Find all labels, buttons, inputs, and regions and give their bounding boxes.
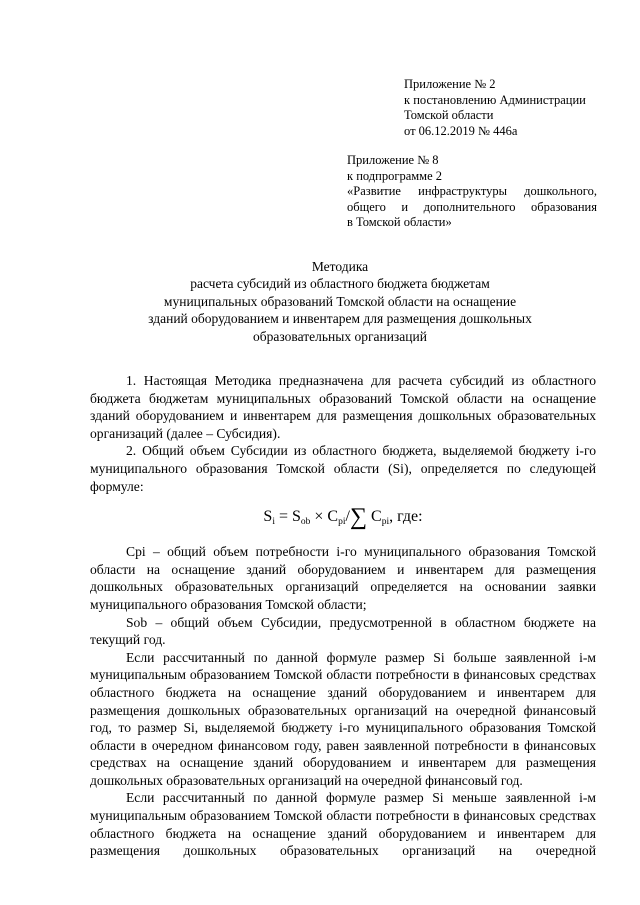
title-line: Методика — [311, 259, 369, 274]
formula-subscript: pi — [381, 517, 390, 528]
formula-part: , где: — [389, 508, 423, 526]
paragraph: Sob – общий объем Субсидии, предусмотренной в областном бюджете на текущий год. — [90, 614, 596, 648]
annex-line: Приложение № 2 — [404, 77, 496, 91]
document-title — [120, 258, 560, 345]
annex-line: «Развитие инфраструктуры дошкольного, — [347, 184, 597, 199]
formula-subscript: i — [272, 517, 275, 528]
paragraph: 1. Настоящая Методика предназначена для расчета субсидий из областного бюджета бюджетам муниципальных образований Томской области на оснащение зданий оборудованием и инвентарем для размещения дошкольных образовательных организаций (далее – Субсидия). — [90, 373, 596, 441]
paragraph: Если рассчитанный по данной формуле размер Si больше заявленной i-м муниципальным образованием Томской области потребности в финансовых средствах областного бюджета на оснащение зданий оборудованием и инвентарем для размещения дошкольных образовательных организаций на очередной финансовый год, то размер Si, выделяемой бюджету i-го муниципального образования Томской области в очередном финансовом году, равен заявленной потребности в финансовых средствах на оснащение зданий оборудованием и инвентарем для размещения дошкольных образовательных организаций на очередной финансовый год. — [90, 649, 596, 788]
title-line: расчета субсидий из областного бюджета бюджетам — [190, 276, 490, 292]
paragraph: Cpi – общий объем потребности i-го муниципального образования Томской области на оснащение зданий оборудованием и инвентарем для размещения дошкольных образовательных организаций определяется на основании заявки муниципального образования Томской области; — [90, 544, 596, 612]
annex-line: от 06.12.2019 № 446а — [404, 123, 518, 138]
annex-line: Томской области — [404, 108, 494, 123]
annex-line: общего и дополнительного образования — [347, 199, 597, 214]
title-line: образовательных организаций — [253, 328, 427, 344]
formula-subscript: ob — [300, 517, 311, 528]
formula-part: × C — [310, 508, 339, 526]
paragraph: 2. Общий объем Субсидии из областного бюджета, выделяемой бюджету i-го муниципального образования Томской области (Si), определяется по следующей формуле: — [90, 443, 596, 494]
annex-subheader — [347, 153, 597, 231]
document-body — [90, 372, 596, 860]
formula-part: / — [345, 508, 350, 526]
formula-part: C — [367, 508, 382, 526]
formula-part: = S — [274, 508, 301, 526]
annex-line: в Томской области» — [347, 215, 452, 230]
formula-part: S — [263, 508, 273, 526]
paragraph: Если рассчитанный по данной формуле размер Si меньше заявленной i-м муниципальным образованием Томской области потребности в финансовых средствах областного бюджета на оснащение зданий оборудованием и инвентарем для размещения дошкольных образовательных организаций на очередной — [90, 790, 596, 859]
formula — [90, 504, 596, 531]
annex-line: к подпрограмме 2 — [347, 168, 442, 183]
title-line: зданий оборудованием и инвентарем для размещения дошкольных — [148, 311, 532, 327]
annex-header — [404, 77, 604, 139]
title-line: муниципальных образований Томской области на оснащение — [163, 293, 517, 309]
sum-sign: ∑ — [349, 504, 368, 531]
formula-subscript: pi — [338, 517, 346, 528]
annex-line: Приложение № 8 — [347, 153, 439, 167]
annex-line: к постановлению Администрации — [404, 92, 586, 107]
